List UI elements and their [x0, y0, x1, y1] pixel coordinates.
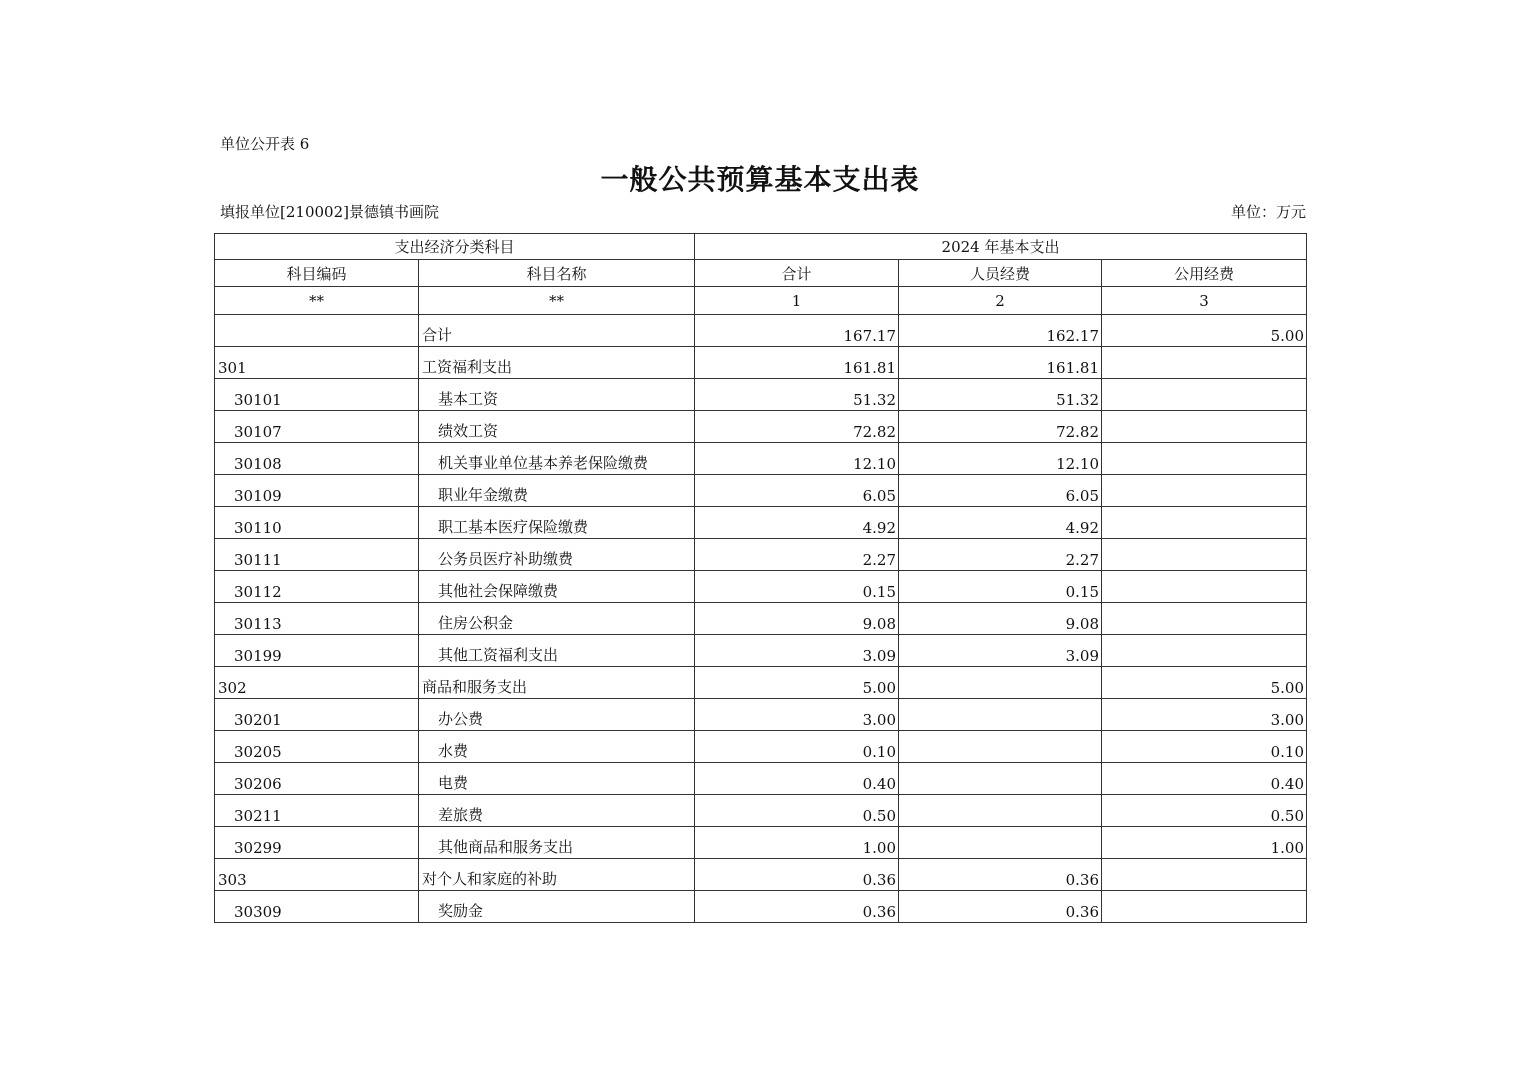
total-cell: 0.15	[695, 571, 899, 603]
name-cell: 合计	[419, 315, 695, 347]
personnel-cell: 72.82	[899, 411, 1102, 443]
table-row	[215, 795, 1307, 827]
public-cell: 0.50	[1102, 795, 1307, 827]
personnel-cell: 6.05	[899, 475, 1102, 507]
public-cell	[1102, 443, 1307, 475]
code-cell: 30112	[215, 571, 419, 603]
table-row	[215, 379, 1307, 411]
total-cell: 51.32	[695, 379, 899, 411]
public-cell	[1102, 411, 1307, 443]
total-cell: 167.17	[695, 315, 899, 347]
personnel-cell: 162.17	[899, 315, 1102, 347]
name-cell: 其他社会保障缴费	[419, 571, 695, 603]
budget-table	[214, 233, 1307, 923]
name-cell: 其他商品和服务支出	[419, 827, 695, 859]
index-cell: 1	[695, 287, 899, 315]
public-cell: 3.00	[1102, 699, 1307, 731]
code-cell: 30199	[215, 635, 419, 667]
total-cell: 12.10	[695, 443, 899, 475]
total-cell: 0.36	[695, 859, 899, 891]
personnel-cell: 3.09	[899, 635, 1102, 667]
table-row	[215, 507, 1307, 539]
code-cell: 30309	[215, 891, 419, 923]
table-row	[215, 347, 1307, 379]
name-cell: 对个人和家庭的补助	[419, 859, 695, 891]
column-header-name: 科目名称	[419, 260, 695, 287]
code-cell: 30110	[215, 507, 419, 539]
public-cell	[1102, 379, 1307, 411]
name-cell: 差旅费	[419, 795, 695, 827]
code-cell: 30107	[215, 411, 419, 443]
personnel-cell: 0.15	[899, 571, 1102, 603]
total-cell: 0.10	[695, 731, 899, 763]
table-row	[215, 859, 1307, 891]
public-cell	[1102, 475, 1307, 507]
personnel-cell	[899, 827, 1102, 859]
name-cell: 工资福利支出	[419, 347, 695, 379]
table-row	[215, 667, 1307, 699]
total-cell: 3.00	[695, 699, 899, 731]
code-cell: 30299	[215, 827, 419, 859]
public-cell	[1102, 635, 1307, 667]
public-cell	[1102, 507, 1307, 539]
name-cell: 奖励金	[419, 891, 695, 923]
public-cell: 5.00	[1102, 667, 1307, 699]
table-row	[215, 827, 1307, 859]
table-row	[215, 603, 1307, 635]
personnel-cell	[899, 699, 1102, 731]
personnel-cell	[899, 795, 1102, 827]
table-row	[215, 571, 1307, 603]
total-cell: 4.92	[695, 507, 899, 539]
index-cell: **	[419, 287, 695, 315]
name-cell: 绩效工资	[419, 411, 695, 443]
personnel-cell	[899, 731, 1102, 763]
table-row	[215, 731, 1307, 763]
total-cell: 161.81	[695, 347, 899, 379]
public-cell	[1102, 571, 1307, 603]
personnel-cell: 4.92	[899, 507, 1102, 539]
table-row	[215, 635, 1307, 667]
total-cell: 2.27	[695, 539, 899, 571]
column-header-row	[215, 260, 1307, 287]
code-cell: 30205	[215, 731, 419, 763]
column-header-total: 合计	[695, 260, 899, 287]
personnel-cell: 161.81	[899, 347, 1102, 379]
code-cell: 30206	[215, 763, 419, 795]
name-cell: 办公费	[419, 699, 695, 731]
name-cell: 住房公积金	[419, 603, 695, 635]
index-cell: **	[215, 287, 419, 315]
group-header-basic-expenditure: 2024 年基本支出	[695, 234, 1307, 260]
personnel-cell	[899, 763, 1102, 795]
code-cell: 302	[215, 667, 419, 699]
total-cell: 0.50	[695, 795, 899, 827]
table-row	[215, 891, 1307, 923]
name-cell: 职业年金缴费	[419, 475, 695, 507]
personnel-cell	[899, 667, 1102, 699]
code-cell: 30113	[215, 603, 419, 635]
name-cell: 水费	[419, 731, 695, 763]
public-cell: 5.00	[1102, 315, 1307, 347]
code-cell: 30108	[215, 443, 419, 475]
total-cell: 1.00	[695, 827, 899, 859]
total-cell: 72.82	[695, 411, 899, 443]
column-header-public: 公用经费	[1102, 260, 1307, 287]
code-cell: 30101	[215, 379, 419, 411]
public-cell: 0.40	[1102, 763, 1307, 795]
group-header-economic-class: 支出经济分类科目	[215, 234, 695, 260]
index-cell: 2	[899, 287, 1102, 315]
personnel-cell: 0.36	[899, 891, 1102, 923]
public-cell	[1102, 859, 1307, 891]
name-cell: 其他工资福利支出	[419, 635, 695, 667]
table-row	[215, 699, 1307, 731]
total-row	[215, 315, 1307, 347]
name-cell: 公务员医疗补助缴费	[419, 539, 695, 571]
unit-label: 单位：万元	[1230, 203, 1306, 221]
public-cell: 0.10	[1102, 731, 1307, 763]
table-row	[215, 475, 1307, 507]
name-cell: 电费	[419, 763, 695, 795]
total-cell: 6.05	[695, 475, 899, 507]
table-row	[215, 539, 1307, 571]
total-cell: 0.36	[695, 891, 899, 923]
page-label: 单位公开表 6	[220, 135, 310, 153]
public-cell	[1102, 891, 1307, 923]
table-body	[215, 315, 1307, 923]
name-cell: 基本工资	[419, 379, 695, 411]
column-header-personnel: 人员经费	[899, 260, 1102, 287]
personnel-cell: 2.27	[899, 539, 1102, 571]
name-cell: 机关事业单位基本养老保险缴费	[419, 443, 695, 475]
total-cell: 0.40	[695, 763, 899, 795]
index-cell: 3	[1102, 287, 1307, 315]
personnel-cell: 51.32	[899, 379, 1102, 411]
public-cell: 1.00	[1102, 827, 1307, 859]
code-cell: 30109	[215, 475, 419, 507]
name-cell: 商品和服务支出	[419, 667, 695, 699]
total-cell: 5.00	[695, 667, 899, 699]
public-cell	[1102, 539, 1307, 571]
public-cell	[1102, 347, 1307, 379]
table-row	[215, 443, 1307, 475]
personnel-cell: 9.08	[899, 603, 1102, 635]
index-row	[215, 287, 1307, 315]
total-cell: 9.08	[695, 603, 899, 635]
table-row	[215, 763, 1307, 795]
public-cell	[1102, 603, 1307, 635]
code-cell: 301	[215, 347, 419, 379]
code-cell: 303	[215, 859, 419, 891]
code-cell: 30201	[215, 699, 419, 731]
code-cell: 30211	[215, 795, 419, 827]
code-cell: 30111	[215, 539, 419, 571]
table-row	[215, 411, 1307, 443]
personnel-cell: 12.10	[899, 443, 1102, 475]
code-cell	[215, 315, 419, 347]
page-title: 一般公共预算基本支出表	[600, 163, 920, 196]
personnel-cell: 0.36	[899, 859, 1102, 891]
total-cell: 3.09	[695, 635, 899, 667]
fill-unit-label: 填报单位[210002]景德镇书画院	[220, 203, 439, 221]
group-header-row	[215, 234, 1307, 260]
name-cell: 职工基本医疗保险缴费	[419, 507, 695, 539]
column-header-code: 科目编码	[215, 260, 419, 287]
